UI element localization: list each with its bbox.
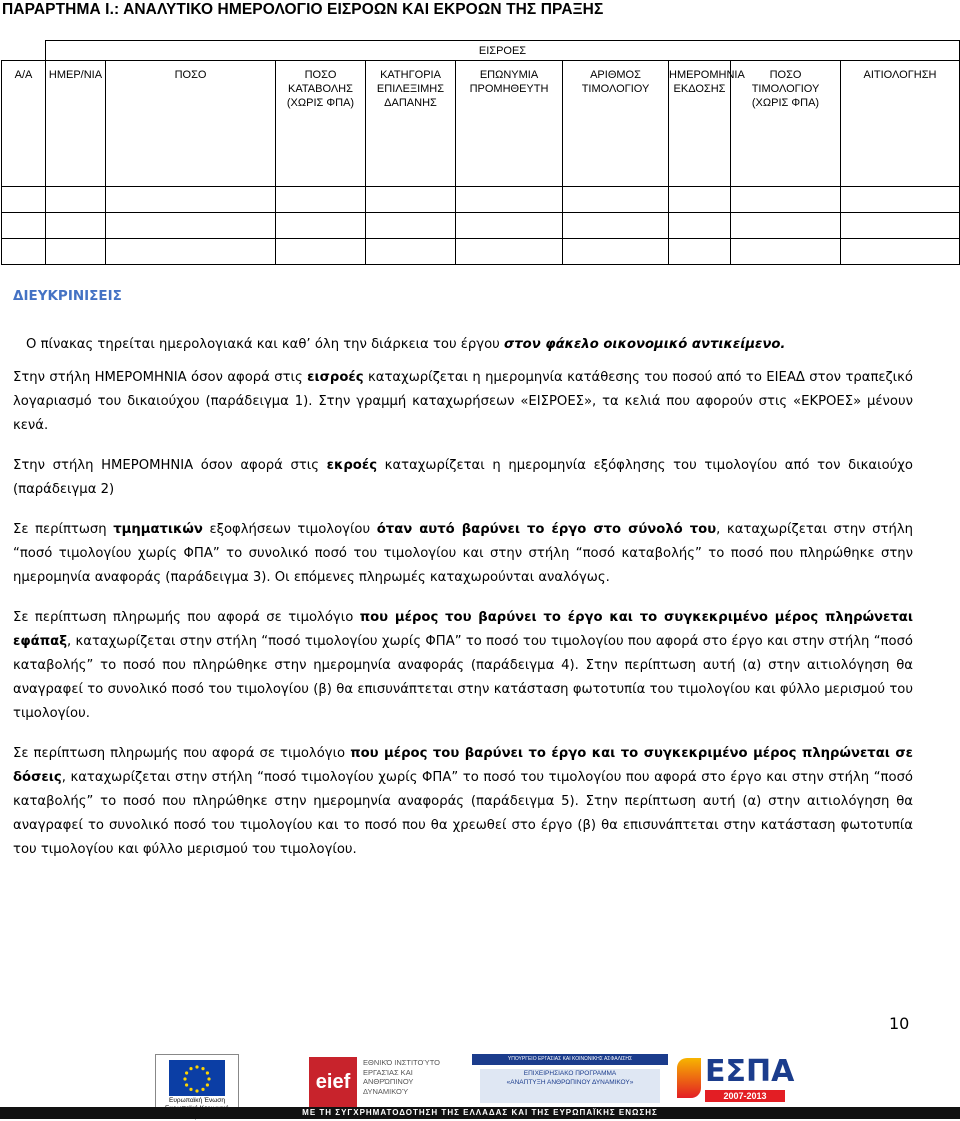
espa-mark-icon <box>677 1058 701 1098</box>
header-date: ΗΜΕΡ/ΝΙΑ <box>46 61 106 187</box>
eief-logo <box>305 1054 455 1112</box>
table-cell <box>276 187 366 213</box>
eu-logo <box>155 1054 239 1114</box>
funding-footer <box>0 1045 960 1119</box>
table-corner-cell <box>2 41 46 61</box>
header-invoice-amount: ΠΟΣΟ ΤΙΜΟΛΟΓΙΟΥ (ΧΩΡΙΣ ΦΠΑ) <box>731 61 841 187</box>
table-cell <box>669 239 731 265</box>
table-cell <box>731 213 841 239</box>
table-caption-row <box>2 41 960 61</box>
table-cell <box>841 213 960 239</box>
clarifications-heading: ΔΙΕΥΚΡΙΝΙΣΕΙΣ <box>13 288 122 304</box>
note-paragraph-1: Ο πίνακας τηρείται ημερολογιακά και καθ’ όλη την διάρκεια του έργου στον φάκελο οικονομικό αντικείμενο. <box>26 337 786 352</box>
table-cell <box>563 213 669 239</box>
table-cell <box>731 187 841 213</box>
table-cell <box>366 213 456 239</box>
header-justification: ΑΙΤΙΟΛΟΓΗΣΗ <box>841 61 960 187</box>
inflows-ledger-table <box>1 40 960 265</box>
table-row <box>2 213 960 239</box>
table-caption: ΕΙΣΡΟΕΣ <box>46 41 960 61</box>
header-expense-category: ΚΑΤΗΓΟΡΙΑ ΕΠΙΛΕΞΙΜΗΣ ΔΑΠΑΝΗΣ <box>366 61 456 187</box>
table-row <box>2 187 960 213</box>
eief-logo-text: ΕΘΝΙΚΌ ΙΝΣΤΙΤΟΎΤΟ ΕΡΓΑΣΊΑΣ ΚΑΙ ΑΝΘΡΏΠΙΝΟΥ ΔΥΝΑΜΙΚΟΎ <box>363 1058 441 1096</box>
ministry-name: ΥΠΟΥΡΓΕΙΟ ΕΡΓΑΣΙΑΣ ΚΑΙ ΚΟΙΝΩΝΙΚΗΣ ΑΣΦΑΛΙΣΗΣ <box>472 1054 668 1065</box>
note-paragraph-6: Σε περίπτωση πληρωμής που αφορά σε τιμολόγιο που μέρος του βαρύνει το έργο και το συγκεκριμένο μέρος πληρώνεται σε δόσεις, καταχωρίζεται στην στήλη “ποσό τιμολογίου χωρίς ΦΠΑ” το ποσό του τιμολογίου που αφορά στο έργο και στην στήλη “ποσό καταβολής” το ποσό που πληρώθηκε στην ημερομηνία αναφοράς (παράδειγμα 5). Στην περίπτωση αυτή (α) στην αιτιολόγηση θα αναγραφεί το συνολικό ποσό του τιμολογίου και το ποσό που θα χρεωθεί στο έργο (β) θα επισυνάπτεται στην κατάσταση φωτοτυπία του τιμολογίου και φύλλο μερισμού του τιμολογίου. <box>13 746 913 857</box>
table-row <box>2 239 960 265</box>
header-supplier-name: ΕΠΩΝΥΜΙΑ ΠΡΟΜΗΘΕΥΤΗ <box>456 61 563 187</box>
table-cell <box>2 239 46 265</box>
page-number: 10 <box>889 1014 910 1033</box>
note-paragraph-5: Σε περίπτωση πληρωμής που αφορά σε τιμολόγιο που μέρος του βαρύνει το έργο και το συγκεκριμένο μέρος πληρώνεται εφάπαξ, καταχωρίζεται στην στήλη “ποσό τιμολογίου χωρίς ΦΠΑ” το ποσό του τιμολογίου που αφορά στο έργο και στην στήλη “ποσό καταβολής” το ποσό που πληρώθηκε στην ημερομηνία αναφοράς (παράδειγμα 4). Στην περίπτωση αυτή (α) στην αιτιολόγηση θα αναγραφεί το συνολικό ποσό του τιμολογίου (β) θα επισυνάπτεται στην κατάσταση φωτοτυπία του τιμολογίου και φύλλο μερισμού του τιμολογίου. <box>13 610 913 721</box>
table-cell <box>366 239 456 265</box>
page-title: ΠΑΡΑΡΤΗΜΑ Ι.: ΑΝΑΛΥΤΙΚΟ ΗΜΕΡΟΛΟΓΙΟ ΕΙΣΡΟΩΝ ΚΑΙ ΕΚΡΟΩΝ ΤΗΣ ΠΡΑΞΗΣ <box>2 1 604 18</box>
cofinance-strip: ΜΕ ΤΗ ΣΥΓΧΡΗΜΑΤΟΔΟΤΗΣΗ ΤΗΣ ΕΛΛΑΔΑΣ ΚΑΙ ΤΗΣ ΕΥΡΩΠΑΪΚΗΣ ΕΝΩΣΗΣ <box>0 1107 960 1119</box>
ministry-logo <box>472 1054 668 1112</box>
note-paragraph-2: Στην στήλη ΗΜΕΡΟΜΗΝΙΑ όσον αφορά στις εισροές καταχωρίζεται η ημερομηνία κατάθεσης του ποσού από το ΕΙΕΑΔ στον τραπεζικό λογαριασμό του δικαιούχου (παράδειγμα 1). Στην γραμμή καταχωρήσεων «ΕΙΣΡΟΕΣ», τα κελιά που αφορούν στις «ΕΚΡΟΕΣ» μένουν κενά. <box>13 370 913 433</box>
header-payment-amount: ΠΟΣΟ ΚΑΤΑΒΟΛΗΣ (ΧΩΡΙΣ ΦΠΑ) <box>276 61 366 187</box>
eief-mark-icon: eief <box>309 1057 357 1107</box>
header-amount: ΠΟΣΟ <box>106 61 276 187</box>
table-header-row <box>2 61 960 187</box>
table-cell <box>841 187 960 213</box>
table-cell <box>276 213 366 239</box>
espa-period: 2007-2013 <box>705 1090 785 1102</box>
table-cell <box>2 187 46 213</box>
table-cell <box>106 213 276 239</box>
table-cell <box>669 187 731 213</box>
table-cell <box>46 213 106 239</box>
espa-logo <box>675 1054 795 1112</box>
operational-programme-name: ΕΠΙΧΕΙΡΗΣΙΑΚΟ ΠΡΟΓΡΑΜΜΑ «ΑΝΑΠΤΥΞΗ ΑΝΘΡΩΠΙΝΟΥ ΔΥΝΑΜΙΚΟΥ» <box>480 1069 660 1103</box>
header-invoice-number: ΑΡΙΘΜΟΣ ΤΙΜΟΛΟΓΙΟΥ <box>563 61 669 187</box>
table-cell <box>46 239 106 265</box>
eu-logo-text: Ευρωπαϊκή Ένωση <box>169 1097 225 1104</box>
clarifications-body <box>13 333 913 878</box>
espa-wordmark: ΕΣΠΑ <box>705 1054 795 1089</box>
eu-flag-icon <box>169 1060 225 1096</box>
table-cell <box>563 239 669 265</box>
table-cell <box>106 239 276 265</box>
table-cell <box>841 239 960 265</box>
table-cell <box>2 213 46 239</box>
table-cell <box>563 187 669 213</box>
table-cell <box>106 187 276 213</box>
header-aa: Α/Α <box>2 61 46 187</box>
table-cell <box>46 187 106 213</box>
table-cell <box>731 239 841 265</box>
header-issue-date: ΗΜΕΡΟΜΗΝΙΑ ΕΚΔΟΣΗΣ <box>669 61 731 187</box>
table-cell <box>669 213 731 239</box>
table-cell <box>456 239 563 265</box>
table-cell <box>366 187 456 213</box>
note-paragraph-3: Στην στήλη ΗΜΕΡΟΜΗΝΙΑ όσον αφορά στις εκροές καταχωρίζεται η ημερομηνία εξόφλησης του τιμολογίου από τον δικαιούχο (παράδειγμα 2) <box>13 458 913 497</box>
table-cell <box>456 187 563 213</box>
table-cell <box>276 239 366 265</box>
table-cell <box>456 213 563 239</box>
note-paragraph-4: Σε περίπτωση τμηματικών εξοφλήσεων τιμολογίου όταν αυτό βαρύνει το έργο στο σύνολό του, καταχωρίζεται στην στήλη “ποσό τιμολογίου χωρίς ΦΠΑ” το συνολικό ποσό του τιμολογίου και στην στήλη “ποσό καταβολής” το ποσό που πληρώθηκε στην ημερομηνία αναφοράς (παράδειγμα 3). Οι επόμενες πληρωμές καταχωρούνται αναλόγως. <box>13 522 913 585</box>
